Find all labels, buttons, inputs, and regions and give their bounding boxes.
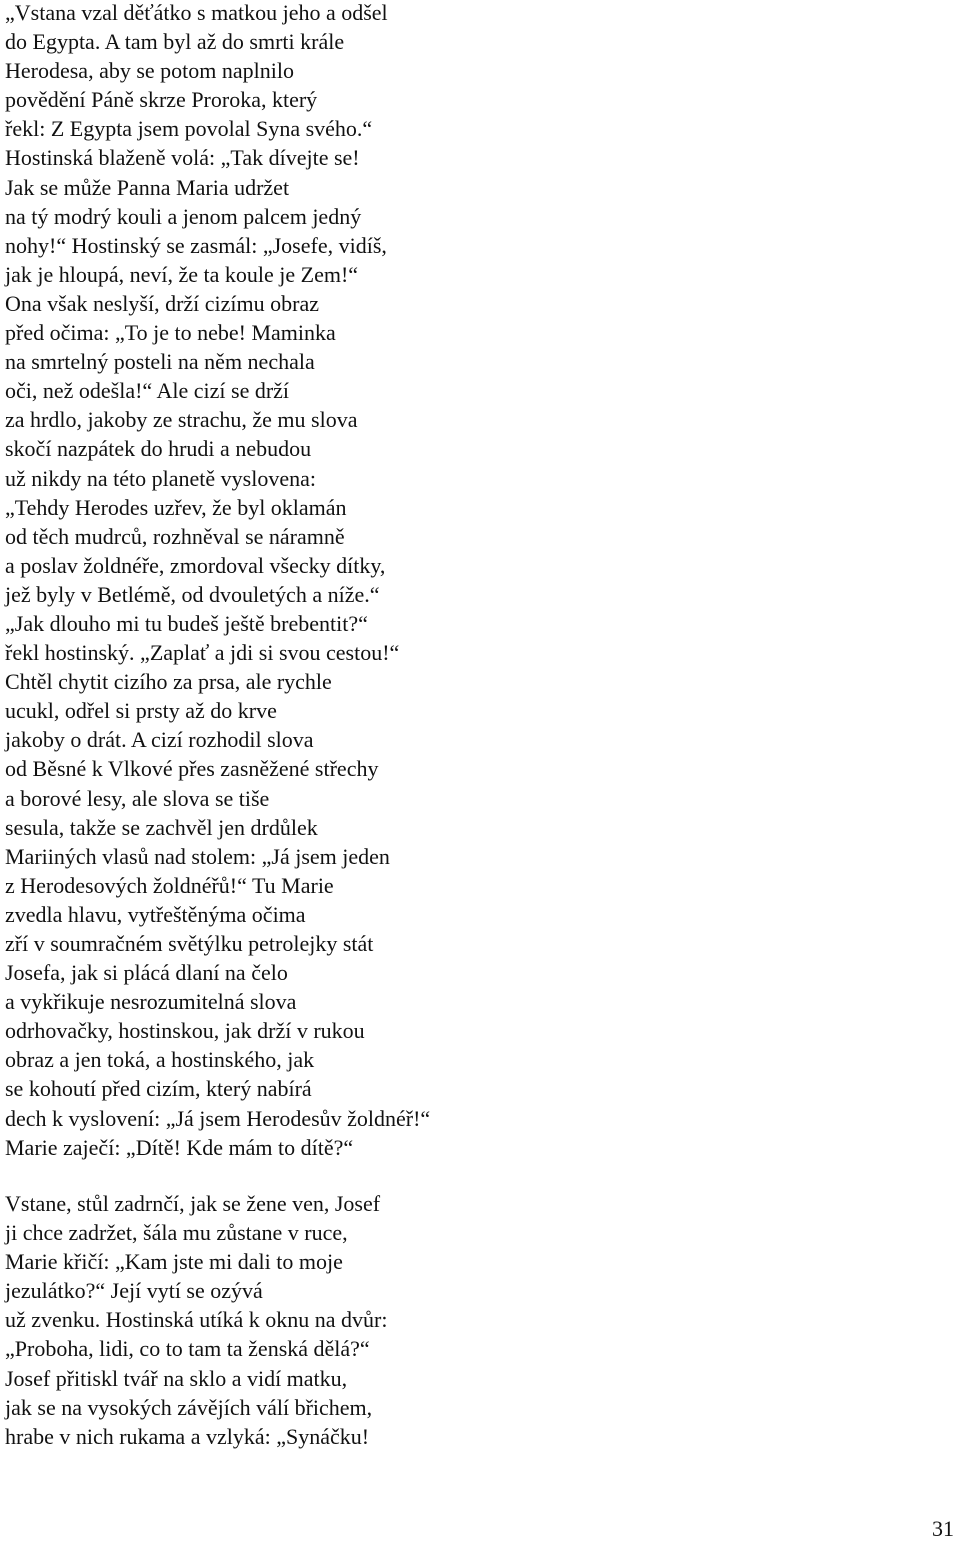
text-line: řekl hostinský. „Zaplať a jdi si svou cestou!“ xyxy=(5,640,400,666)
text-line: obraz a jen toká, a hostinského, jak xyxy=(5,1047,315,1073)
stanza-1 xyxy=(5,0,430,1162)
text-line: „Vstana vzal děťátko s matkou jeho a odšel xyxy=(5,0,388,25)
text-line: řekl: Z Egypta jsem povolal Syna svého.“ xyxy=(5,116,373,142)
text-line: „Proboha, lidi, co to tam ta ženská dělá?“ xyxy=(5,1336,370,1362)
text-line: už zvenku. Hostinská utíká k oknu na dvůr: xyxy=(5,1307,388,1333)
text-line: jezulátko?“ Její vytí se ozývá xyxy=(5,1278,263,1304)
text-line: skočí nazpátek do hrudi a nebudou xyxy=(5,436,312,462)
text-line: Jak se může Panna Maria udržet xyxy=(5,174,290,200)
page-number: 31 xyxy=(932,1516,954,1541)
text-line: zří v soumračném světýlku petrolejky stát xyxy=(5,931,374,956)
text-line: Josefa, jak si plácá dlaní na čelo xyxy=(5,960,288,986)
text-line: jakoby o drát. A cizí rozhodil slova xyxy=(5,727,314,753)
text-line: Hostinská blaženě volá: „Tak dívejte se! xyxy=(5,145,360,171)
text-line: povědění Páně skrze Proroka, který xyxy=(5,87,318,113)
text-line: už nikdy na této planetě vyslovena: xyxy=(5,465,316,491)
text-line: Vstane, stůl zadrnčí, jak se žene ven, Josef xyxy=(5,1191,381,1216)
text-line: a borové lesy, ale slova se tiše xyxy=(5,785,270,811)
text-line: Mariiných vlasů nad stolem: „Já jsem jeden xyxy=(5,843,390,869)
text-line: Herodesa, aby se potom naplnilo xyxy=(5,58,294,84)
text-line: dech k vyslovení: „Já jsem Herodesův žoldnéř!“ xyxy=(5,1105,431,1131)
text-line: jak je hloupá, neví, že ta koule je Zem!“ xyxy=(5,261,359,287)
text-line: na smrtelný posteli na něm nechala xyxy=(5,349,315,375)
text-line: od Běsné k Vlkové přes zasněžené střechy xyxy=(5,756,379,782)
text-line: do Egypta. A tam byl až do smrti krále xyxy=(5,29,345,55)
text-line: jež byly v Betlémě, od dvouletých a níže.“ xyxy=(5,581,380,607)
text-line: a poslav žoldnéře, zmordoval všecky dítky, xyxy=(5,552,386,578)
text-line: Marie křičí: „Kam jste mi dali to moje xyxy=(5,1249,343,1275)
text-line: ucukl, odřel si prsty až do krve xyxy=(5,698,277,724)
text-line: jak se na vysokých závějích válí břichem, xyxy=(5,1394,373,1420)
text-line: Marie zaječí: „Dítě! Kde mám to dítě?“ xyxy=(5,1134,354,1160)
text-line: a vykřikuje nesrozumitelná slova xyxy=(5,989,297,1015)
text-line: z Herodesových žoldnéřů!“ Tu Marie xyxy=(5,872,334,898)
text-line: sesula, takže se zachvěl jen drdůlek xyxy=(5,814,318,840)
text-line: od těch mudrců, rozhněval se náramně xyxy=(5,523,345,549)
text-line: na tý modrý kouli a jenom palcem jedný xyxy=(5,203,362,229)
text-line: oči, než odešla!“ Ale cizí se drží xyxy=(5,378,290,404)
text-line: za hrdlo, jakoby ze strachu, že mu slova xyxy=(5,407,358,433)
stanza-2 xyxy=(5,1189,388,1451)
text-line: odrhovačky, hostinskou, jak drží v rukou xyxy=(5,1018,365,1044)
text-line: se kohoutí před cizím, který nabírá xyxy=(5,1076,312,1102)
text-line: hrabe v nich rukama a vzlyká: „Synáčku! xyxy=(5,1423,370,1449)
text-line: nohy!“ Hostinský se zasmál: „Josefe, vidíš, xyxy=(5,232,387,258)
text-line: ji chce zadržet, šála mu zůstane v ruce, xyxy=(5,1220,348,1246)
text-line: před očima: „To je to nebe! Maminka xyxy=(5,320,336,346)
text-line: Ona však neslyší, drží cizímu obraz xyxy=(5,290,320,316)
text-line: „Jak dlouho mi tu budeš ještě brebentit?“ xyxy=(5,610,368,636)
text-line: Chtěl chytit cizího za prsa, ale rychle xyxy=(5,669,332,695)
text-line: Josef přitiskl tvář na sklo a vidí matku, xyxy=(5,1365,348,1391)
text-line: zvedla hlavu, vytřeštěnýma očima xyxy=(5,901,306,927)
text-line: „Tehdy Herodes uzřev, že byl oklamán xyxy=(5,494,347,520)
